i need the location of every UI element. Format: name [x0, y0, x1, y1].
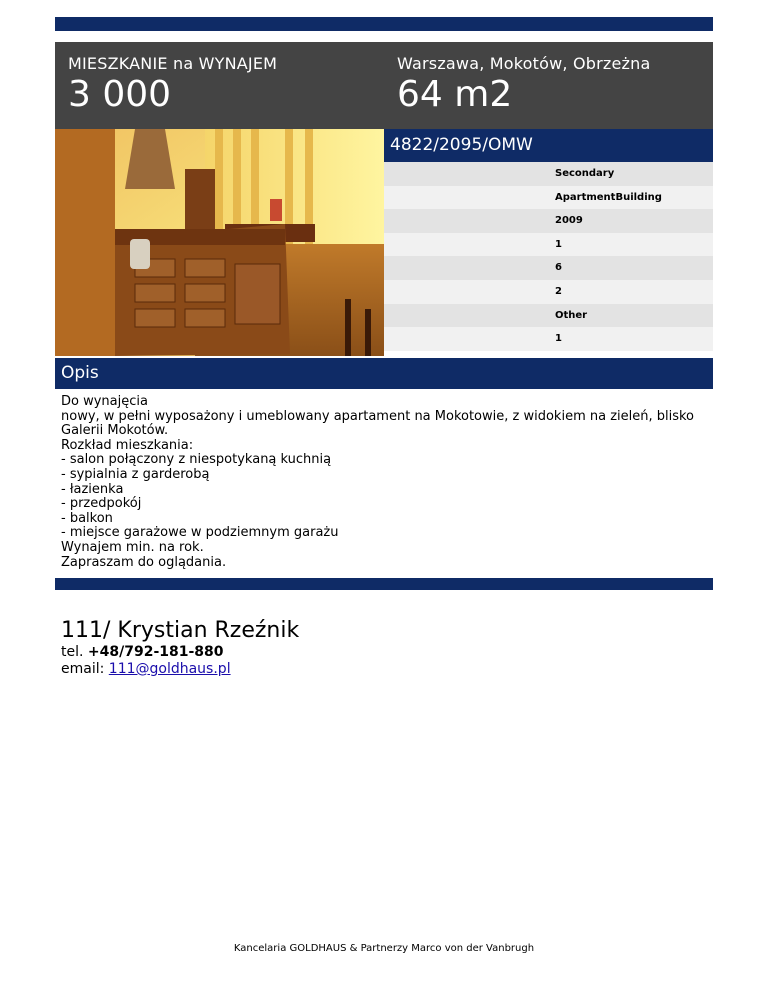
description-line: Wynajem min. na rok.: [61, 539, 204, 555]
reference-number: 4822/2095/OMW: [384, 129, 713, 162]
email-label: email:: [61, 661, 105, 677]
property-value: 1: [384, 233, 713, 257]
description-line: - miejsce garażowe w podziemnym garażu: [61, 525, 339, 541]
description-line: Galerii Mokotów.: [61, 423, 169, 439]
area: 64 m2: [397, 74, 513, 115]
top-bar: [55, 17, 713, 31]
description-line: Rozkład mieszkania:: [61, 437, 194, 453]
property-value: ApartmentBuilding: [384, 186, 713, 210]
description-line: - przedpokój: [61, 496, 142, 512]
description-line: nowy, w pełni wyposażony i umeblowany apartament na Mokotowie, z widokiem na zieleń, blisko: [61, 408, 695, 424]
offer-block: [68, 42, 277, 115]
description-line: - łazienka: [61, 481, 124, 497]
description-line: - salon połączony z niespotykaną kuchnią: [61, 452, 332, 468]
footer-text: Kancelaria GOLDHAUS & Partnerzy Marco von der Vanbrugh: [233, 943, 535, 954]
description-heading: Opis: [55, 358, 713, 389]
agent-name: 111/ Krystian Rzeźnik: [61, 618, 300, 643]
agent-phone: [61, 644, 299, 661]
property-value: 2009: [384, 209, 713, 233]
apartment-photo: [55, 129, 384, 356]
price: 3 000: [68, 74, 172, 115]
description-line: - balkon: [61, 510, 113, 526]
property-value: Secondary: [384, 162, 713, 186]
divider-bar: [55, 578, 713, 590]
description-line: Do wynajęcia: [61, 394, 148, 409]
phone-label: tel.: [61, 644, 84, 660]
email-link[interactable]: 111@goldhaus.pl: [108, 661, 231, 677]
property-value: 2: [384, 280, 713, 304]
location-block: [397, 42, 651, 115]
offer-type: MIESZKANIE na WYNAJEM: [68, 54, 278, 73]
property-value: 6: [384, 256, 713, 280]
property-details: [384, 162, 713, 351]
description-line: Zapraszam do oglądania.: [61, 554, 227, 570]
agent-email: [61, 661, 299, 678]
property-value: Other: [384, 304, 713, 328]
location: Warszawa, Mokotów, Obrzeżna: [397, 54, 651, 73]
description-line: - sypialnia z garderobą: [61, 466, 210, 482]
agent-contact: [61, 618, 299, 678]
listing-header: [55, 42, 713, 129]
phone-number: +48/792-181-880: [87, 644, 224, 660]
description-text: [61, 395, 711, 570]
property-value: 1: [384, 327, 713, 351]
